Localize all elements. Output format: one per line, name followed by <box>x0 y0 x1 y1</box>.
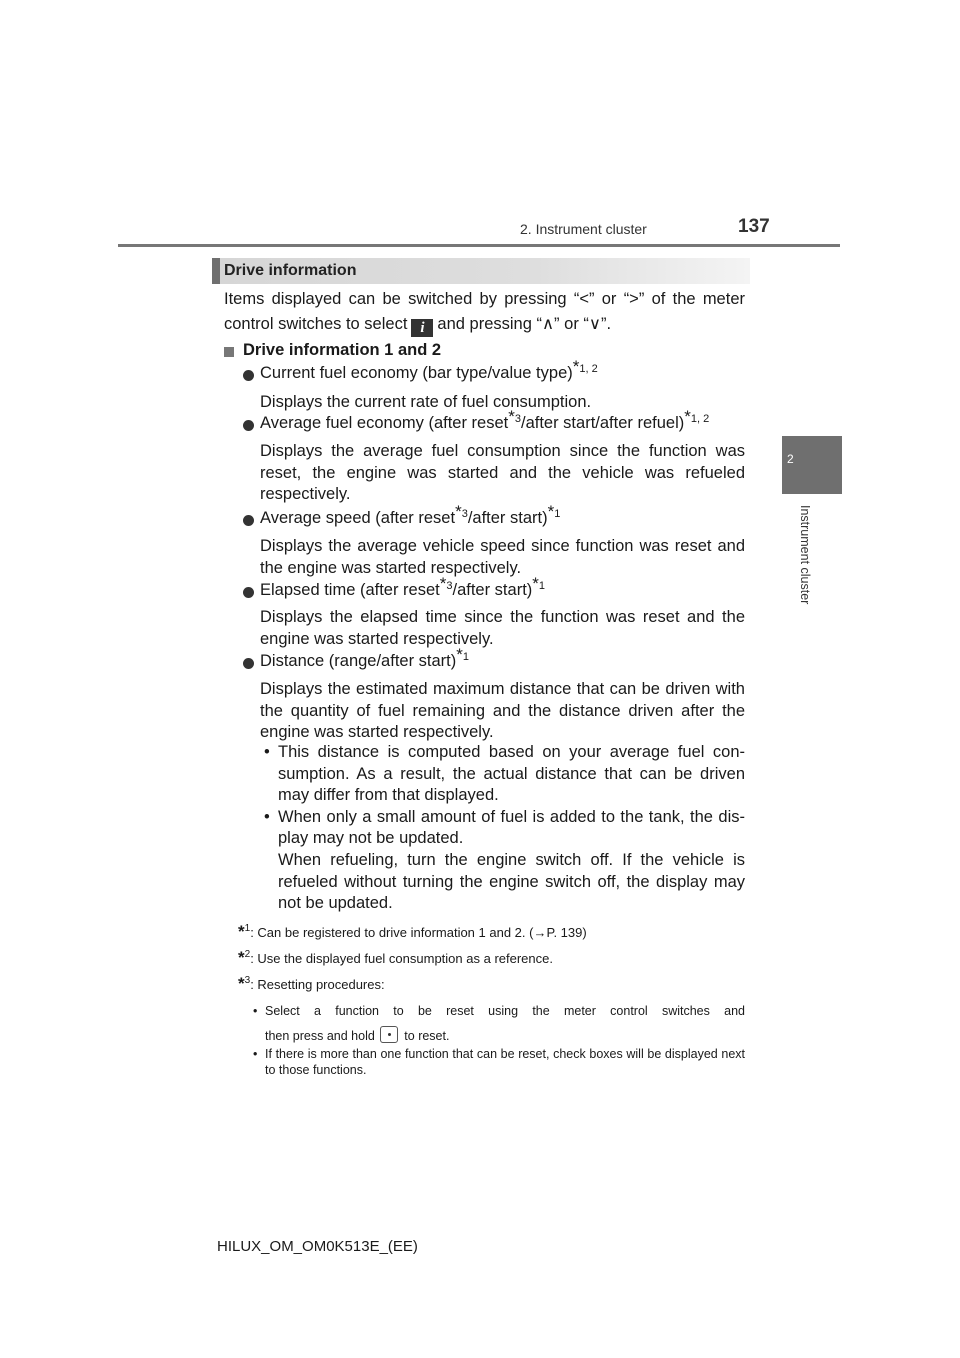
note-bullet-icon: • <box>264 743 270 761</box>
note-bullet-icon: • <box>264 807 270 826</box>
subheading: Drive information 1 and 2 <box>243 341 442 359</box>
info-button-icon: i <box>411 319 433 337</box>
item-description: Displays the current rate of fuel consumption. <box>260 393 592 411</box>
item-description: Displays the elapsed time since the function was reset and the engine was started respectively. <box>260 608 745 648</box>
running-header-section: 2. Instrument cluster <box>520 221 647 237</box>
item-description: Displays the average fuel consumption since the function was reset, the engine was started and the vehicle was refueled respectively. <box>260 442 745 504</box>
document-code-footer: HILUX_OM_OM0K513E_(EE) <box>217 1238 418 1255</box>
footnote-3: *$^3$: Resetting procedures: <box>238 974 385 993</box>
item-title: Average fuel economy (after reset$^{*3}$/after start/after refuel)$^{*1, 2}$ <box>260 407 710 432</box>
intro-line-1: Items displayed can be switched by pressing “<” or “>” of the meter <box>224 290 745 308</box>
note-item: • This distance is computed based on your average fuel con-sumption. As a result, the actual distance that can be driven may differ from that displayed. <box>264 743 745 805</box>
subheading-square-icon <box>224 347 234 357</box>
note-list <box>264 742 745 915</box>
bullet-icon <box>243 658 254 669</box>
item-description: Displays the average vehicle speed since function was reset and the engine was started respectively. <box>260 537 745 577</box>
intro-line-2: control switches to select i and pressing “∧” or “∨”. <box>224 315 612 336</box>
footnote-3-bullet-1: • Select a function to be reset using the meter control switches and then press and hold to reset. <box>253 1004 745 1043</box>
section-title-bar-accent <box>212 258 220 284</box>
item-title: Current fuel economy (bar type/value type)$^{*1, 2}$ <box>260 357 598 382</box>
chapter-tab-number: 2 <box>787 452 794 466</box>
bullet-icon <box>243 587 254 598</box>
ok-button-icon <box>380 1026 398 1043</box>
note-item: When refueling, turn the engine switch off. If the vehicle is refueled without turning the engine switch off, the display may not be updated. <box>278 850 745 913</box>
footnote-3-bullet-2: • If there is more than one function that can be reset, check boxes will be displayed next to those functions. <box>253 1047 745 1077</box>
footnote-2: *$^2$: Use the displayed fuel consumption as a reference. <box>238 948 553 967</box>
item-title: Average speed (after reset$^{*3}$/after start)$^{*1}$ <box>260 502 561 527</box>
note-item: • When only a small amount of fuel is added to the tank, the dis-play may not be updated. <box>264 807 745 848</box>
item-title: Elapsed time (after reset$^{*3}$/after start)$^{*1}$ <box>260 574 546 599</box>
bullet-icon <box>243 515 254 526</box>
section-title: Drive information <box>224 262 357 279</box>
item-description: Displays the estimated maximum distance that can be driven with the quantity of fuel remaining and the distance driven after the engine was started respectively. <box>260 680 745 742</box>
header-rule <box>118 244 840 247</box>
page-number: 137 <box>738 216 770 237</box>
item-title: Distance (range/after start)$^{*1}$ <box>260 645 469 670</box>
bullet-icon <box>243 420 254 431</box>
chapter-tab-label: Instrument cluster <box>798 505 812 605</box>
bullet-icon <box>243 370 254 381</box>
footnote-1: *$^1$: Can be registered to drive information 1 and 2. (→P. 139) <box>238 922 587 941</box>
